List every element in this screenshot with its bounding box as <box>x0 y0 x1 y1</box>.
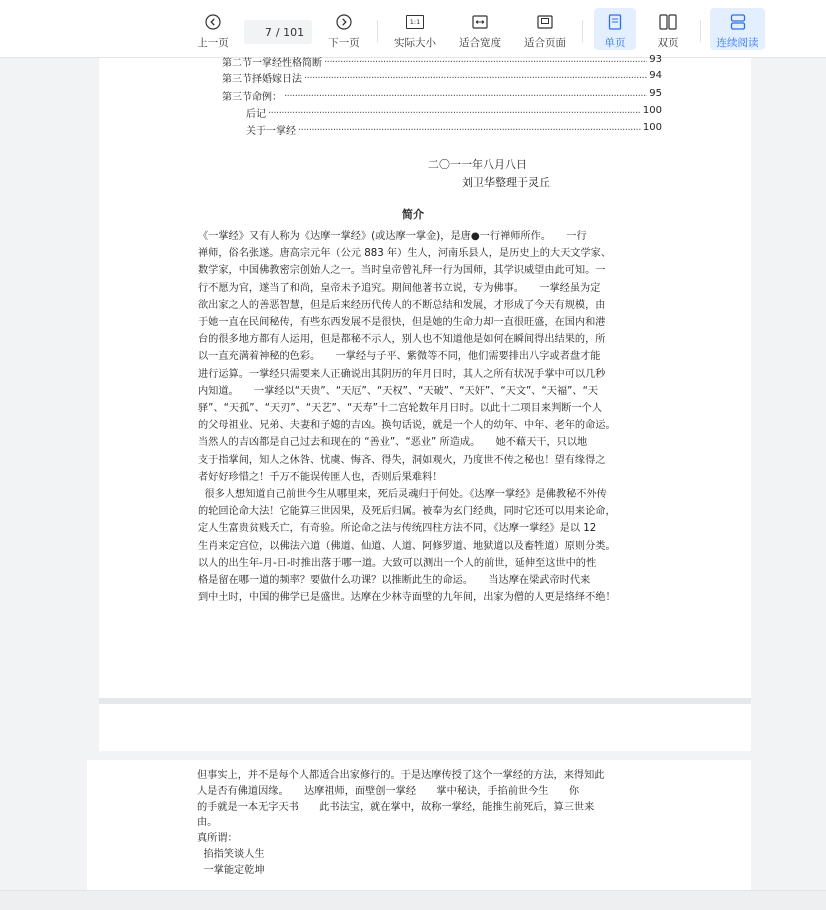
page-indicator <box>244 20 312 44</box>
text-line: 欲出家之人的善恶智慧，但是后来经历代传人的不断总结和发展，才形成了今天有规模，由 <box>198 299 606 311</box>
double-page-icon <box>659 12 677 32</box>
double-page-label: 双页 <box>657 37 679 49</box>
text-line: 但事实上，并不是每个人都适合出家修行的。于是达摩传授了这个一掌经的方法，来得知此 <box>197 770 605 781</box>
total-pages: / 101 <box>275 25 305 39</box>
actual-size-label: 实际大小 <box>394 37 436 49</box>
fit-page-button[interactable] <box>520 8 570 50</box>
toc-entry[interactable]: 后记 ..... 100 <box>246 105 662 120</box>
text-line: 台的很多地方都有人运用，但是都秘不示人，别人也不知道他是如何在瞬间得出结果的，所 <box>198 334 606 346</box>
page2-paragraph <box>197 768 661 879</box>
actual-size-icon: 1:1 <box>406 12 424 32</box>
text-line: 禅师，俗名张遂。唐高宗元年（公元 883 年）生人，河南乐县人，是历史上的大天文学家、 <box>198 248 612 260</box>
text-line: 当然人的吉凶都是自己过去和现在的 “善业”、“恶业” 所造成。 她不藉天干，只以地 <box>198 437 588 449</box>
actual-size-button[interactable] <box>391 8 439 50</box>
text-line: 行不愿为官，遂当了和尚，皇帝未予追究。期间他著书立说，专为佛事。 一掌经虽为定 <box>198 282 601 294</box>
signature-author: 刘卫华整理于灵丘 <box>462 176 550 189</box>
text-line: 真所谓： <box>197 833 238 845</box>
toolbar-divider <box>377 20 378 42</box>
bottom-status-bar <box>0 890 826 910</box>
toc-entry[interactable]: 第三节择婚嫁日法 ..... 94 <box>222 70 662 85</box>
toc-entry[interactable]: 第三节命例： ..... 95 <box>222 88 662 103</box>
text-line: 驿”、“天孤”、“天刃”、“天艺”、“天寿”十二宫轮数年月日时。以此十二项目来判断一个人 <box>198 403 603 415</box>
intro-paragraph <box>198 228 662 606</box>
fit-width-icon <box>472 12 488 32</box>
text-line: 支于指掌间，知人之休咎、忧虞、悔吝、得失，洞如观火，乃度世不传之秘也！望有缘得之 <box>198 454 606 466</box>
continuous-reading-button[interactable] <box>710 8 765 50</box>
prev-page-button[interactable] <box>194 8 232 50</box>
single-page-icon <box>608 12 622 32</box>
text-line: 一掌能定乾坤 <box>197 864 265 876</box>
intro-title: 简介 <box>402 208 424 221</box>
fit-width-button[interactable] <box>456 8 504 50</box>
double-page-button[interactable] <box>648 8 688 50</box>
fit-width-label: 适合宽度 <box>459 37 501 49</box>
single-page-label: 单页 <box>604 37 626 49</box>
fit-page-label: 适合页面 <box>524 37 566 49</box>
chevron-right-circle-icon <box>336 12 352 32</box>
text-line: 者好好珍惜之！千万不能误传匪人也，否则后果难料！ <box>198 471 443 483</box>
continuous-reading-label: 连续阅读 <box>716 37 759 49</box>
text-line: 生肖来定宫位，以佛法六道（佛道、仙道、人道、阿修罗道、地狱道以及畜牲道）原则分类。 <box>198 540 616 552</box>
text-line: 的父母祖业、兄弟、夫妻和子媳的吉凶。换句话说，就是一个人的幼年、中年、老年的命运。 <box>198 420 616 432</box>
text-line: 进行运算。一掌经只需要来人正确说出其阴历的年月日时，其人之所有状况手掌中可以几秒 <box>198 368 606 380</box>
current-page-input[interactable] <box>252 26 272 39</box>
next-page-button[interactable] <box>325 8 363 50</box>
reader-toolbar <box>0 0 826 58</box>
toolbar-divider <box>700 20 701 42</box>
text-line: 的手就是一本无字天书 此书法宝，就在掌中，故称一掌经，能推生前死后，算三世来 <box>197 801 595 813</box>
continuous-reading-icon <box>730 12 746 32</box>
text-line: 以人的出生年-月-日-时推出落于哪一道。大致可以测出一个人的前世，延伸至这世中的性 <box>198 557 597 569</box>
text-line: 《一掌经》又有人称为《达摩一掌经》(或达摩一掌金)，是唐●一行禅师所作。 一行 <box>198 231 587 242</box>
text-line: 人是否有佛道因缘。 达摩祖师，面壁创一掌经 掌中秘诀，手掐前世今生 你 <box>197 785 580 797</box>
text-line: 很多人想知道自己前世今生从哪里来，死后灵魂归于何处。《达摩一掌经》是佛教秘不外传 <box>198 489 607 501</box>
text-line: 以一直充满着神秘的色彩。 一掌经与子平、紫微等不同，他们需要排出八字或者盘才能 <box>198 351 601 363</box>
text-line: 内知道。 一掌经以“天贵”、“天厄”、“天权”、“天破”、“天奸”、“天文”、“天福”、“天 <box>198 385 599 397</box>
text-line: 定人生富贵贫贱夭亡，有奇验。所论命之法与传统四柱方法不同，《达摩一掌经》是以 12 <box>198 523 597 535</box>
toc-entry[interactable]: 关于一掌经 ..... 100 <box>246 122 662 137</box>
text-line: 格是留在哪一道的频率？要做什么功课？以推断此生的命运。 当达摩在梁武帝时代来 <box>198 575 591 587</box>
single-page-button[interactable] <box>594 8 636 50</box>
text-line: 到中土时，中国的佛学已是盛世。达摩在少林寺面壁的九年间，出家为僧的人更是络绎不绝！ <box>198 592 616 604</box>
toolbar-divider <box>582 20 583 42</box>
text-line: 掐指笑谈人生 <box>197 848 265 860</box>
text-line: 的轮回论命大法！它能算三世因果，及死后归属。被奉为玄门经典，同时它还可以用来论命， <box>198 506 616 518</box>
next-page-label: 下一页 <box>328 37 360 49</box>
text-line: 于她一直在民间秘传，有些东西发展不是很快，但是她的生命力却一直很旺盛，在国内和港 <box>198 317 606 329</box>
signature-date: 二〇一一年八月八日 <box>428 158 527 171</box>
fit-page-icon <box>537 12 553 32</box>
text-line: 由。 <box>197 817 218 829</box>
toc-entry[interactable]: 第二节一掌经性格简断 ..... 93 <box>222 54 662 69</box>
prev-page-label: 上一页 <box>197 37 229 49</box>
chevron-left-circle-icon <box>205 12 221 32</box>
document-page-bottom <box>99 704 751 751</box>
text-line: 数学家，中国佛教密宗创始人之一。当时皇帝曾礼拜一行为国师，其学识威望由此可知。一 <box>198 265 606 277</box>
